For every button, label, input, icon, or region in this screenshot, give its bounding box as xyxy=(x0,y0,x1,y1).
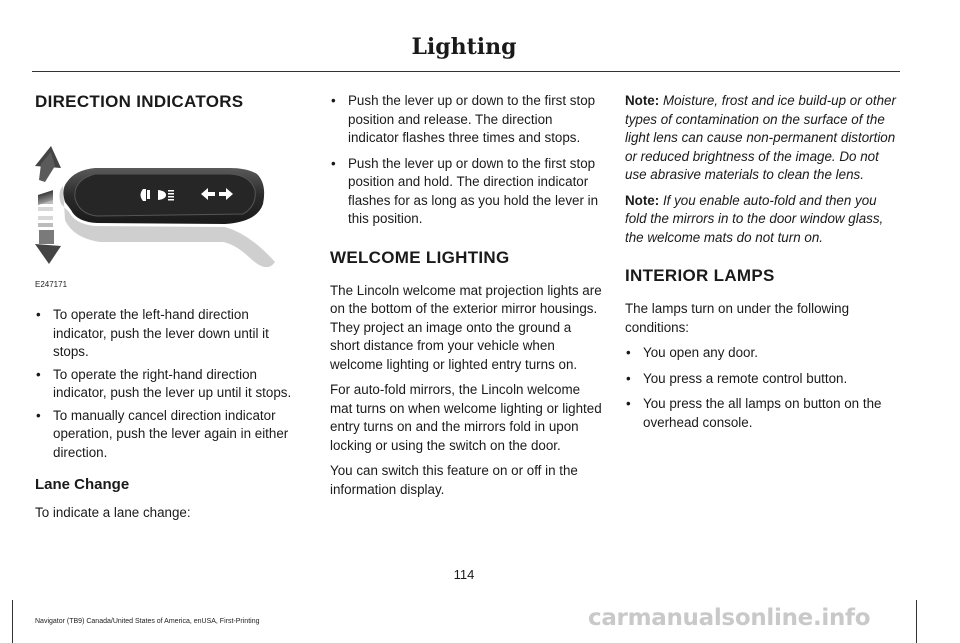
figure-code: E247171 xyxy=(35,279,68,289)
note-label: Note: xyxy=(625,93,660,108)
note-paragraph xyxy=(625,92,897,185)
arrow-down-icon xyxy=(35,216,61,264)
direction-indicator-list xyxy=(35,306,305,462)
interior-lamps-intro: The lamps turn on under the following conditions: xyxy=(625,301,850,335)
list-item: • You press the all lamps on button on the overhead console. xyxy=(625,395,897,432)
list-item: • To operate the right-hand direction indicator, push the lever up until it stops. xyxy=(35,366,305,403)
welcome-lighting-heading: WELCOME LIGHTING xyxy=(330,247,510,267)
welcome-paragraph: For auto-fold mirrors, the Lincoln welcome mat turns on when welcome lighting or lighted entry turns on and the mirrors fold in upon locking or using the switch on the door. xyxy=(330,382,602,453)
list-item: • Push the lever up or down to the first stop position and release. The direction indicator flashes three times and stops. xyxy=(330,92,602,148)
crop-mark xyxy=(12,600,13,643)
crop-mark xyxy=(916,600,917,643)
list-item: • You press a remote control button. xyxy=(625,370,897,389)
watermark: carmanualsonline.info xyxy=(588,605,871,631)
document-info: Navigator (TB9) Canada/United States of America, enUSA, First-Printing xyxy=(35,618,260,625)
lane-change-list xyxy=(330,92,602,229)
page-title: Lighting xyxy=(411,34,517,60)
list-item: • To operate the left-hand direction indicator, push the lever down until it stops. xyxy=(35,306,305,362)
interior-lamps-heading: INTERIOR LAMPS xyxy=(625,266,775,285)
direction-indicators-heading: DIRECTION INDICATORS xyxy=(35,92,244,111)
note-label: Note: xyxy=(625,192,660,208)
list-item: • Push the lever up or down to the first stop position and hold. The direction indicator flashes for as long as you hold the lever in this position. xyxy=(330,155,602,229)
list-item: • To manually cancel direction indicator operation, push the lever again in either direction. xyxy=(35,407,305,463)
note-text: Moisture, frost and ice build-up or other types of contamination on the surface of the light lens can cause non-permanent distortion or reduced brightness of the image. Do not use abrasive materials to clean the lens. xyxy=(625,93,896,182)
turn-signal-lever-icon xyxy=(35,134,305,284)
list-item: • You open any door. xyxy=(625,344,897,363)
lane-change-text: To indicate a lane change: xyxy=(35,505,191,520)
lane-change-heading: Lane Change xyxy=(35,476,130,493)
column-middle xyxy=(330,92,602,499)
arrow-up-icon xyxy=(35,146,61,211)
note-text: If you enable auto-fold and then you fold the mirrors in to the door window glass, the welcome mats do not turn on. xyxy=(625,192,884,245)
welcome-paragraph: You can switch this feature on or off in the information display. xyxy=(330,463,578,497)
interior-lamps-list xyxy=(625,344,897,432)
note-paragraph xyxy=(625,192,897,248)
column-left xyxy=(35,92,305,523)
lever-figure xyxy=(35,134,305,294)
header-divider xyxy=(32,71,900,72)
column-right xyxy=(625,92,897,432)
welcome-paragraph: The Lincoln welcome mat projection lights are on the bottom of the exterior mirror housings. They project an image onto the ground a short distance from your vehicle when welcome lighting or lighted entry turns on. xyxy=(330,282,602,372)
page-number: 114 xyxy=(453,567,475,582)
